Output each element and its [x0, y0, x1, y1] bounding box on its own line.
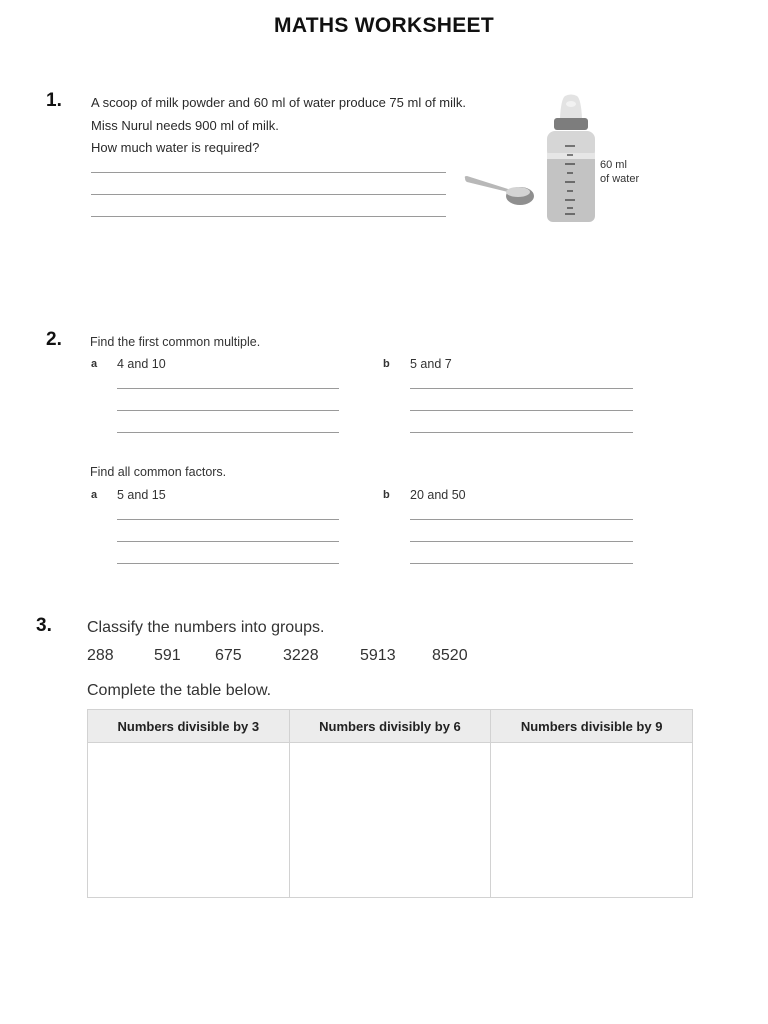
answer-line[interactable]: [410, 410, 633, 411]
q2-part1-a-label: a: [91, 358, 98, 370]
column-header-div-3: Numbers divisible by 3: [88, 710, 290, 743]
answer-line[interactable]: [410, 388, 633, 389]
q2-part1-b-text: 5 and 7: [410, 357, 452, 371]
answer-line[interactable]: [410, 519, 633, 520]
q2-part1-b-label: b: [383, 358, 390, 370]
q2-part2-b-label: b: [383, 489, 390, 501]
classification-table: [87, 709, 693, 898]
answer-line[interactable]: [117, 541, 339, 542]
answer-line[interactable]: [410, 541, 633, 542]
answer-cell-div-9[interactable]: [491, 743, 693, 898]
number-item: 675: [215, 647, 242, 664]
answer-line[interactable]: [117, 519, 339, 520]
answer-cell-div-3[interactable]: [88, 743, 290, 898]
answer-cell-div-6[interactable]: [289, 743, 491, 898]
answer-line[interactable]: [91, 172, 446, 173]
number-item: 8520: [432, 647, 468, 664]
q2-part2-a-label: a: [91, 489, 98, 501]
column-header-div-9: Numbers divisible by 9: [491, 710, 693, 743]
number-item: 5913: [360, 647, 396, 664]
answer-line[interactable]: [117, 563, 339, 564]
column-header-div-6: Numbers divisibly by 6: [289, 710, 491, 743]
question-3-number: 3.: [36, 615, 52, 636]
answer-line[interactable]: [117, 410, 339, 411]
question-1-line-3: How much water is required?: [91, 140, 260, 155]
bottle-label-water: of water: [600, 173, 640, 185]
answer-line[interactable]: [117, 432, 339, 433]
worksheet-title: MATHS WORKSHEET: [274, 14, 494, 37]
question-2-number: 2.: [46, 329, 62, 350]
question-1-number: 1.: [46, 90, 62, 111]
answer-line[interactable]: [91, 194, 446, 195]
question-1-line-2: Miss Nurul needs 900 ml of milk.: [91, 118, 279, 133]
answer-line[interactable]: [410, 432, 633, 433]
q3-instruction: Classify the numbers into groups.: [87, 619, 325, 636]
answer-line[interactable]: [410, 563, 633, 564]
milk-scoop-icon: [462, 172, 537, 210]
q2-part2-b-text: 20 and 50: [410, 488, 466, 502]
number-item: 591: [154, 647, 181, 664]
number-item: 3228: [283, 647, 319, 664]
answer-line[interactable]: [91, 216, 446, 217]
q2-part2-a-text: 5 and 15: [117, 488, 166, 502]
answer-line[interactable]: [117, 388, 339, 389]
number-item: 288: [87, 647, 114, 664]
q3-table-instruction: Complete the table below.: [87, 682, 272, 699]
q2-instruction-multiple: Find the first common multiple.: [90, 335, 261, 349]
baby-bottle-icon: [545, 94, 597, 224]
bottle-label-amount: 60 ml: [600, 159, 627, 171]
q2-part1-a-text: 4 and 10: [117, 357, 166, 371]
q2-instruction-factors: Find all common factors.: [90, 465, 227, 479]
question-1-line-1: A scoop of milk powder and 60 ml of water produce 75 ml of milk.: [91, 95, 467, 110]
